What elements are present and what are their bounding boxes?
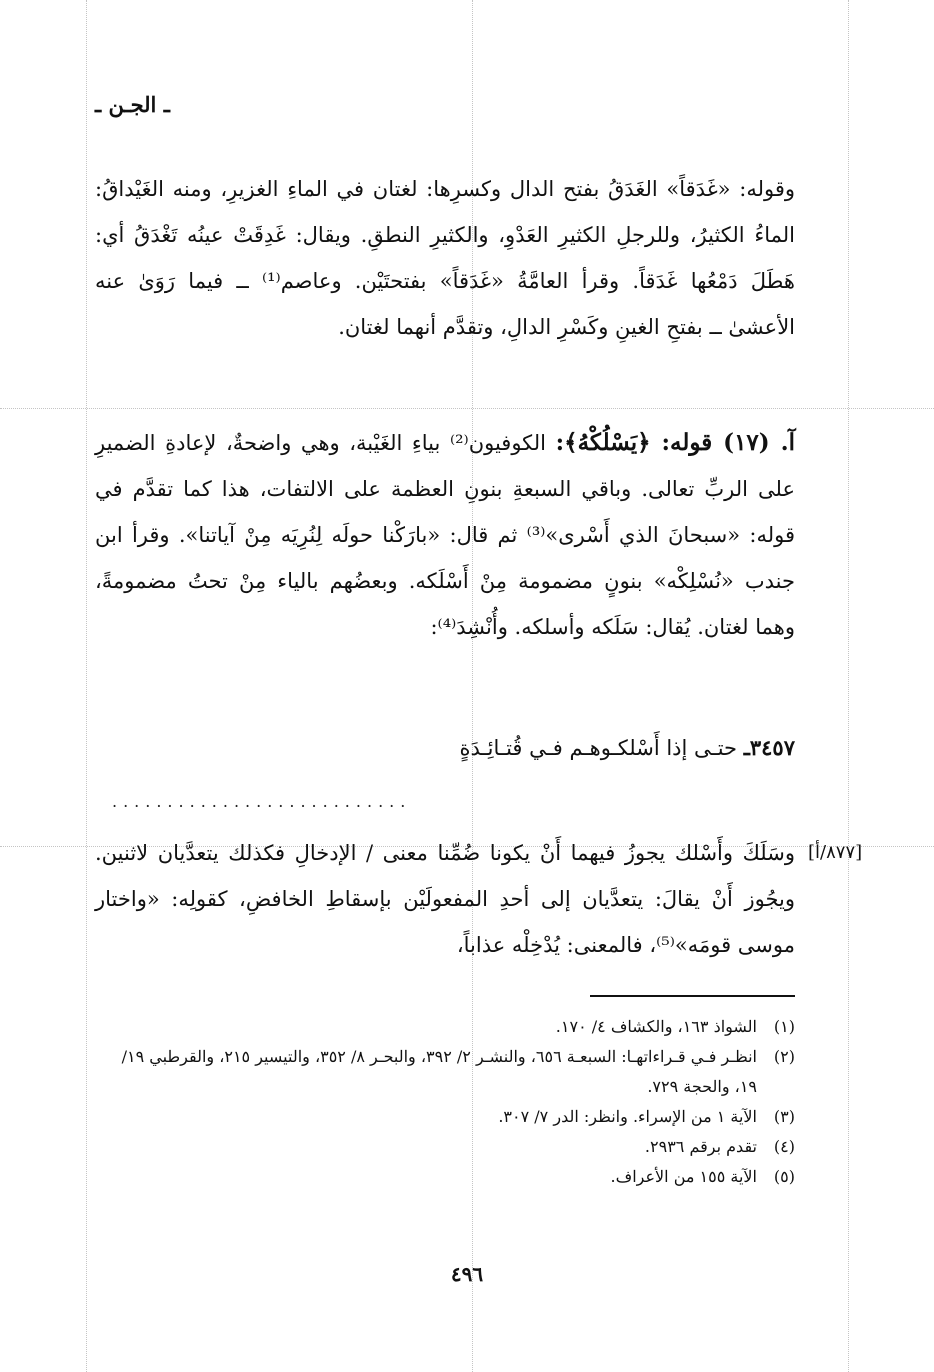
footnote-text: الشواذ ١٦٣، والكشاف ٤/ ١٧٠. [555, 1017, 757, 1036]
footnote-number: (٤) [773, 1137, 795, 1156]
paragraph-salaka [95, 830, 795, 968]
footnote-separator [590, 995, 795, 997]
verse-text: حتـى إذا أَسْلكـوهـم فـي قُتـائِـدَةٍ [459, 736, 738, 760]
footnote-text: تقدم برقم ٢٩٣٦. [644, 1137, 757, 1156]
footnotes [95, 1012, 795, 1192]
running-head: ـ الجـن ـ [95, 92, 170, 117]
verse-heading: آ. (١٧) قوله: ﴿يَسْلُكْهُ﴾: [555, 429, 795, 456]
footnote-number: (٢) [773, 1047, 795, 1066]
manuscript-margin-reference: [٨٧٧/أ] [808, 842, 863, 863]
verse-number: ٣٤٥٧ـ [743, 735, 795, 760]
footnote-text: الآية ١٥٥ من الأعراف. [610, 1167, 757, 1186]
footnote [95, 1162, 795, 1192]
page-number: ٤٩٦ [450, 1262, 484, 1286]
footnote-number: (٥) [773, 1167, 795, 1186]
paragraph-ghadaqan [95, 166, 795, 350]
footnote [95, 1102, 795, 1132]
paragraph-text: وقوله: «غَدَقاً» الغَدَقُ بفتح الدال وكسرِها: لغتان في الماءِ الغزيرِ، ومنه الغَيْداقُ: الماءُ الكثيرُ، وللرجلِ الكثيرِ العَدْوِ، والكثيرِ النطقِ. ويقال: غَدِقَتْ عينُه تَغْدَقُ أي: هَطَلَ دَمْعُها غَدَقاً. وقرأ العامَّةُ «غَدَقاً» بفتحتَيْن. وعاصم⁽¹⁾ ــ فيما رَوَىٰ عنه الأعشىٰ ــ بفتحِ الغينِ وكَسْرِ الدالِ، وتقدَّم أنهما لغتان. [95, 177, 795, 339]
footnote-text: الآية ١ من الإسراء. وانظر: الدر ٧/ ٣٠٧. [498, 1107, 757, 1126]
paragraph-yaslukhu [95, 420, 795, 650]
footnote-number: (٣) [773, 1107, 795, 1126]
ellipsis-dots: ........................... [112, 792, 412, 811]
footnote-number: (١) [773, 1017, 795, 1036]
paragraph-text: وسَلَكَ وأَسْلك يجوزُ فيهما أَنْ يكونا ضُمِّنا معنى / الإدخالِ فكذلك يتعدَّيان لاثنين. ويجُوز أَنْ يقالَ: يتعدَّيان إلى أحدِ المفعولَيْن بإسقاطِ الخافضِ، كقولِه: «واختار موسى قومَه»⁽⁵⁾، فالمعنى: يُدْخِلْه عذاباً، [95, 841, 795, 957]
guide-line [848, 0, 849, 1372]
guide-line [86, 0, 87, 1372]
footnote [95, 1042, 795, 1102]
poetry-verse [300, 728, 795, 768]
paragraph-text: الكوفيون⁽²⁾ بياءِ الغَيْبة، وهي واضحةٌ، لإعادةِ الضميرِ على الربِّ تعالى. وباقي السبعةِ بنونِ العظمة على الالتفات، هذا كما تقدَّم في قوله: «سبحانَ الذي أَسْرى»⁽³⁾ ثم قال: «بارَكْنا حولَه لِنُرِيَه مِنْ آياتنا». وقرأ ابن جندب «نُسْلِكْه» بنونٍ مضمومة مِنْ أَسْلَكه. وبعضُهم بالياء مِنْ تحتُ مضمومةً، وهما لغتان. يُقال: سَلَكه وأسلكه. وأُنْشِدَ⁽⁴⁾: [95, 431, 795, 639]
footnote [95, 1012, 795, 1042]
guide-line [0, 408, 934, 409]
footnote [95, 1132, 795, 1162]
footnote-text: انظـر فـي قـراءاتهـا: السبعـة ٦٥٦، والنشـر ٢/ ٣٩٢، والبحـر ٨/ ٣٥٢، والتيسير ٢١٥، والقرطبي ١٩/ ١٩، والحجة ٧٢٩. [121, 1047, 757, 1096]
